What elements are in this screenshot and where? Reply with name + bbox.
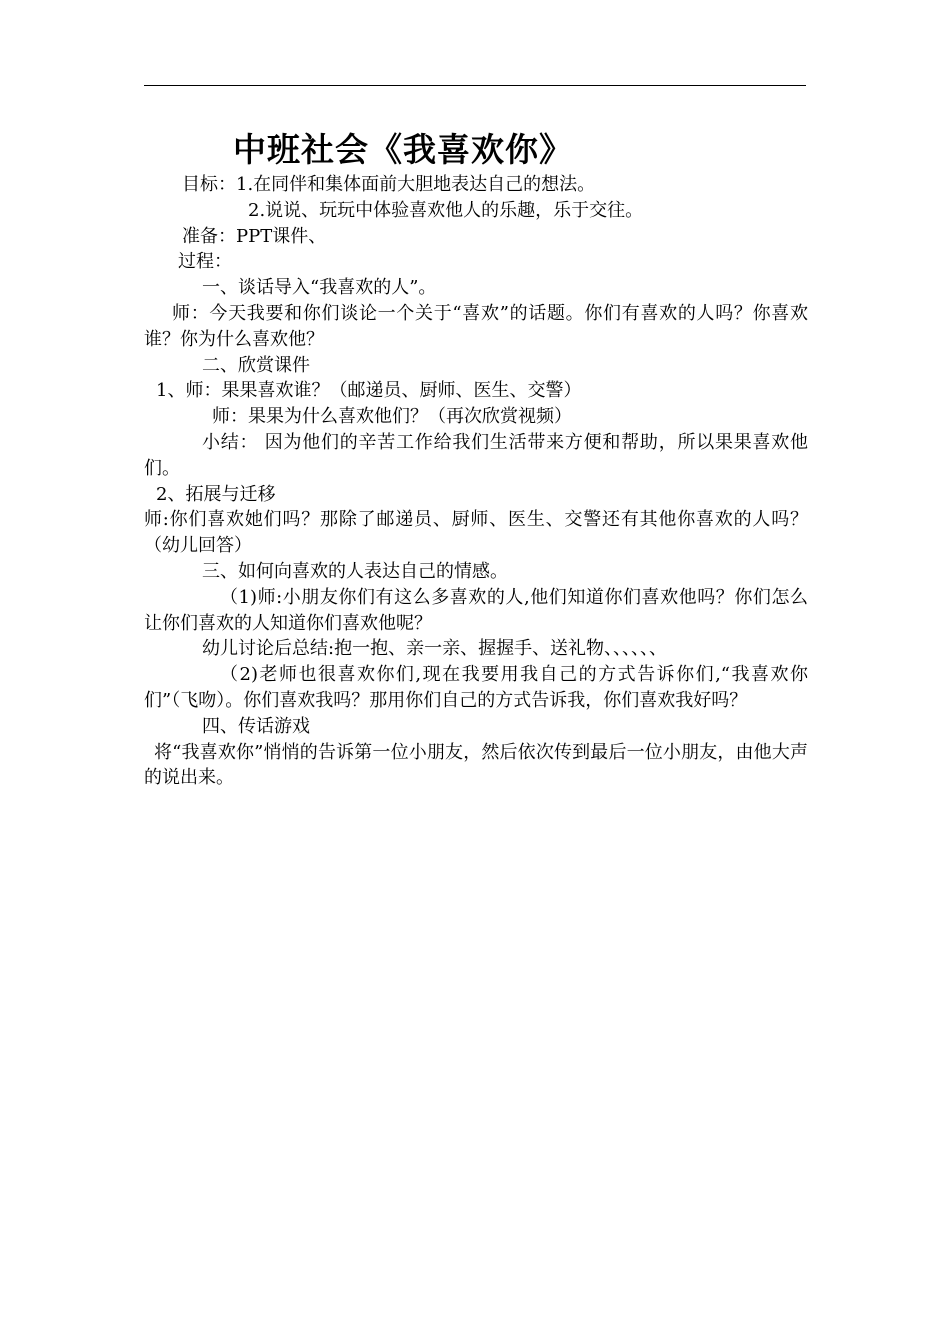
- document-body: [144, 172, 808, 791]
- header-rule: [144, 85, 806, 86]
- section-2-item-2: 2、拓展与迁移: [156, 483, 276, 505]
- section-1-teacher: 师：今天我要和你们谈论一个关于“喜欢”的话题。你们有喜欢的人吗？你喜欢谁？你为什么喜欢他？: [144, 302, 808, 350]
- goal-line-1: [144, 172, 808, 198]
- section-3-paragraph-1: （1)师:小朋友你们有这么多喜欢的人,他们知道你们喜欢他吗？你们怎么让你们喜欢的人知道你们喜欢他呢？: [144, 586, 808, 634]
- goal-1: 1.在同伴和集体面前大胆地表达自己的想法。: [236, 174, 596, 195]
- preparation: 准备：PPT课件、: [182, 225, 327, 247]
- section-2-heading: 二、欣赏课件: [202, 354, 310, 376]
- section-3-paragraph-2: （2)老师也很喜欢你们,现在我要用我自己的方式告诉你们,“我喜欢你们”（飞吻）。你们喜欢我吗？那用你们自己的方式告诉我，你们喜欢我好吗？: [144, 664, 808, 711]
- section-2-summary: 小结： 因为他们的辛苦工作给我们生活带来方便和帮助，所以果果喜欢他们。: [144, 431, 808, 479]
- goal-label: 目标：: [182, 174, 236, 195]
- section-1-heading: 一、谈话导入“我喜欢的人”。: [202, 277, 437, 299]
- document-title: 中班社会《我喜欢你》: [233, 130, 573, 169]
- section-3-discussion: 幼儿讨论后总结:抱一抱、亲一亲、握握手、送礼物、、、、、、: [202, 638, 668, 660]
- section-3-heading: 三、如何向喜欢的人表达自己的情感。: [202, 560, 508, 582]
- process-label: 过程：: [178, 251, 232, 273]
- section-4-heading: 四、传话游戏: [202, 715, 310, 737]
- section-2-item-2-text: 师:你们喜欢她们吗？那除了邮递员、厨师、医生、交警还有其他你喜欢的人吗？（幼儿回答）: [144, 509, 808, 557]
- goal-2: 2.说说、玩玩中体验喜欢他人的乐趣，乐于交往。: [248, 199, 644, 221]
- section-4-text: 将“我喜欢你”悄悄的告诉第一位小朋友，然后依次传到最后一位小朋友，由他大声的说出来。: [144, 741, 808, 789]
- section-2-item-1-question: 师：果果为什么喜欢他们？（再次欣赏视频）: [212, 406, 572, 428]
- section-2-item-1: 1、师：果果喜欢谁？（邮递员、厨师、医生、交警）: [156, 380, 582, 402]
